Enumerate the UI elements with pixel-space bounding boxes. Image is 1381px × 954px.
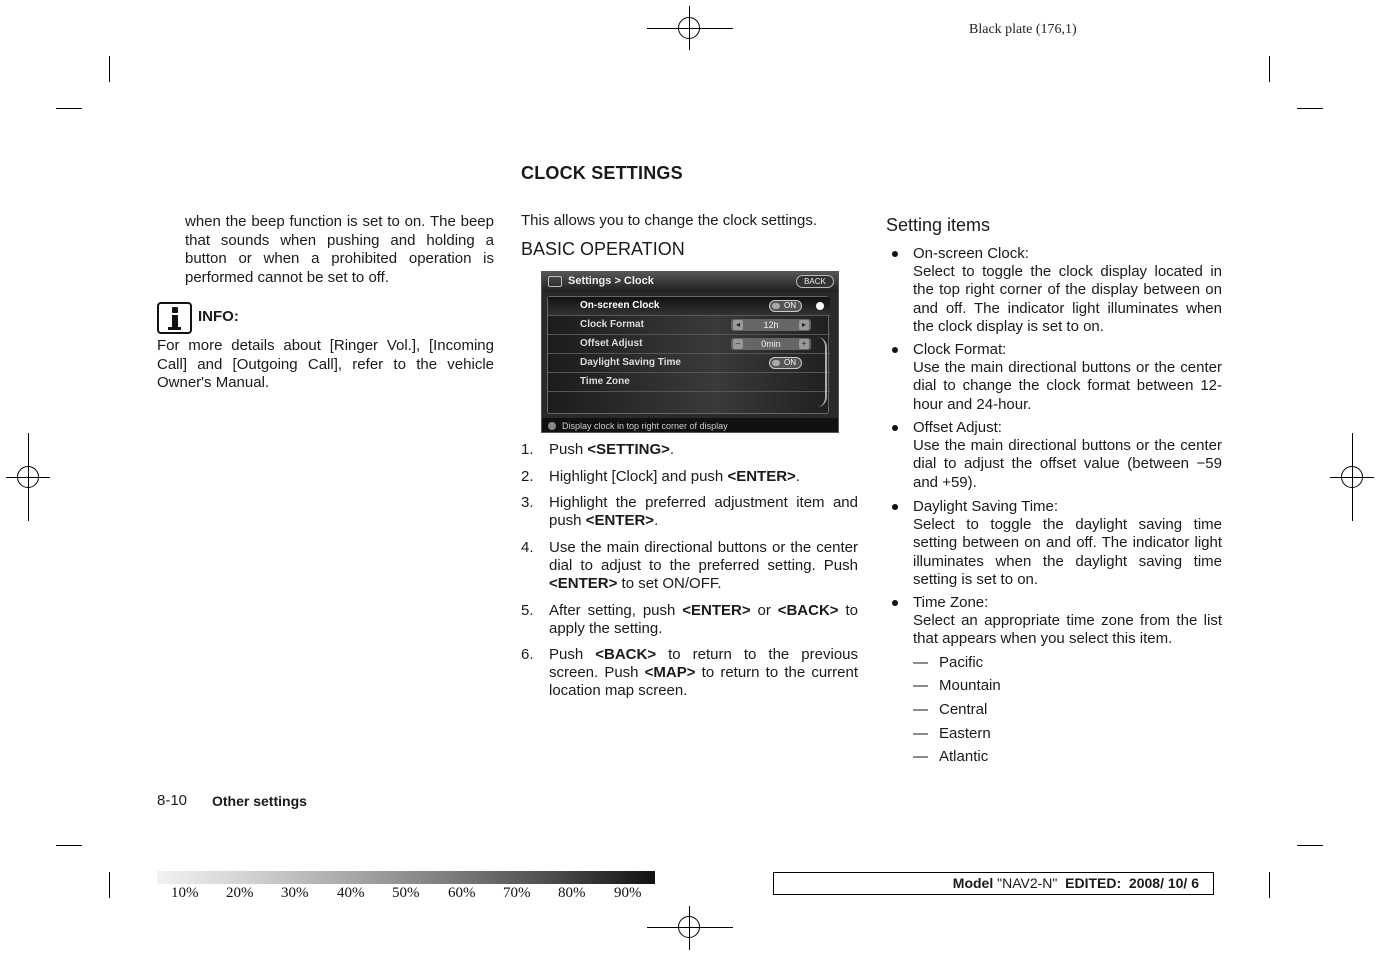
time-zone-option: — Eastern <box>913 725 991 742</box>
info-icon <box>548 422 556 430</box>
bullet-icon <box>892 504 898 510</box>
registration-mark <box>1341 466 1363 488</box>
crop-mark <box>56 108 82 109</box>
bullet-icon <box>892 600 898 606</box>
clock-settings-screen <box>541 271 839 433</box>
setting-item: Clock Format: Use the main directional buttons or the center dial to change the clock format between 12-hour and 24-hour. <box>886 341 1222 414</box>
crop-mark <box>109 56 110 82</box>
bullet-icon <box>892 251 898 257</box>
time-zone-option: — Atlantic <box>913 748 989 765</box>
bullet-icon <box>892 347 898 353</box>
tone-scale-label: 70% <box>503 885 531 901</box>
crop-mark <box>1297 108 1323 109</box>
setting-item: On-screen Clock: Select to toggle the clock display located in the top right corner of the display between on and off. The indicator light illuminates when the clock display is set to on. <box>886 245 1222 336</box>
page-section-name: Other settings <box>212 793 307 809</box>
tone-scale-label: 60% <box>448 885 476 901</box>
plus-icon: + <box>799 339 809 349</box>
step-item: 3. Highlight the preferred adjustment item and push <ENTER>. <box>521 494 858 529</box>
tone-scale-label: 10% <box>171 885 199 901</box>
settings-list <box>547 296 829 414</box>
registration-mark <box>678 17 700 39</box>
row-label: On-screen Clock <box>580 300 660 311</box>
time-zone-option: — Central <box>913 701 988 718</box>
row-daylight-saving <box>548 354 830 373</box>
section-title: CLOCK SETTINGS <box>521 163 683 183</box>
indicator-light-icon <box>816 302 824 310</box>
row-label: Offset Adjust <box>580 338 643 349</box>
crop-mark <box>56 845 82 846</box>
menu-icon <box>548 276 562 287</box>
crop-mark <box>1269 872 1270 898</box>
tone-scale-label: 20% <box>226 885 254 901</box>
bullet-icon <box>892 425 898 431</box>
row-label: Time Zone <box>580 376 630 387</box>
tone-scale-label: 50% <box>392 885 420 901</box>
setting-items-heading: Setting items <box>886 215 991 235</box>
value-selector: 12h ◂ ▸ <box>731 319 811 331</box>
minus-icon: − <box>733 339 743 349</box>
toggle-switch: ON <box>769 357 802 369</box>
row-offset-adjust <box>548 335 830 354</box>
intro-paragraph: when the beep function is set to on. The beep that sounds when pushing and holding a button or when a prohibited operation is performed cannot be set to off. <box>185 213 494 286</box>
arrow-right-icon: ▸ <box>799 320 809 330</box>
value-stepper: 0min − + <box>731 338 811 350</box>
registration-mark <box>17 466 39 488</box>
page-number: 8-10 <box>157 792 188 809</box>
setting-item: Offset Adjust: Use the main directional buttons or the center dial to adjust the offset value (between −59 and +59). <box>886 419 1222 492</box>
row-on-screen-clock <box>548 297 830 316</box>
step-item: 5. After setting, push <ENTER> or <BACK> to apply the setting. <box>521 602 858 637</box>
screen-title: Settings > Clock <box>568 275 654 287</box>
crop-mark <box>1297 845 1323 846</box>
crop-mark <box>109 872 110 898</box>
info-text: For more details about [Ringer Vol.], [Incoming Call] and [Outgoing Call], refer to the vehicle Owner's Manual. <box>157 337 494 391</box>
row-clock-format <box>548 316 830 335</box>
tone-scale-label: 40% <box>337 885 365 901</box>
back-button: BACK <box>796 275 834 288</box>
row-label: Daylight Saving Time <box>580 357 681 368</box>
setting-item: Time Zone: Select an appropriate time zone from the list that appears when you select this item. <box>886 594 1222 649</box>
step-item: 4. Use the main directional buttons or the center dial to adjust to the preferred setting. Push <ENTER> to set ON/OFF. <box>521 539 858 592</box>
step-item: 1. Push <SETTING>. <box>521 441 675 458</box>
crop-mark <box>1269 56 1270 82</box>
time-zone-option: — Mountain <box>913 677 1001 694</box>
plate-label: Black plate (176,1) <box>969 22 1077 37</box>
screen-title-bar <box>542 272 839 292</box>
tone-scale-label: 90% <box>614 885 642 901</box>
step-item: 6. Push <BACK> to return to the previous screen. Push <MAP> to return to the current location map screen. <box>521 646 859 699</box>
screen-status-bar: Display clock in top right corner of display <box>542 418 839 433</box>
tone-scale-label: 80% <box>558 885 586 901</box>
info-icon <box>157 302 192 334</box>
registration-mark <box>678 916 700 938</box>
tone-scale-bar <box>157 871 655 884</box>
tone-scale-label: 30% <box>281 885 309 901</box>
arrow-left-icon: ◂ <box>733 320 743 330</box>
model-info-box: Model "NAV2-N" EDITED: 2008/ 10/ 6 <box>773 872 1214 895</box>
step-item: 2. Highlight [Clock] and push <ENTER>. <box>521 468 800 485</box>
setting-item: Daylight Saving Time: Select to toggle the daylight saving time setting between on and off. The indicator light illuminates when the daylight saving time setting is set to on. <box>886 498 1222 589</box>
scroll-arc <box>817 337 827 407</box>
time-zone-option: — Pacific <box>913 654 984 671</box>
toggle-switch: ON <box>769 300 802 312</box>
section-intro: This allows you to change the clock settings. <box>521 212 817 229</box>
basic-operation-heading: BASIC OPERATION <box>521 239 685 259</box>
row-label: Clock Format <box>580 319 644 330</box>
row-time-zone <box>548 373 830 392</box>
info-label: INFO: <box>198 308 239 325</box>
